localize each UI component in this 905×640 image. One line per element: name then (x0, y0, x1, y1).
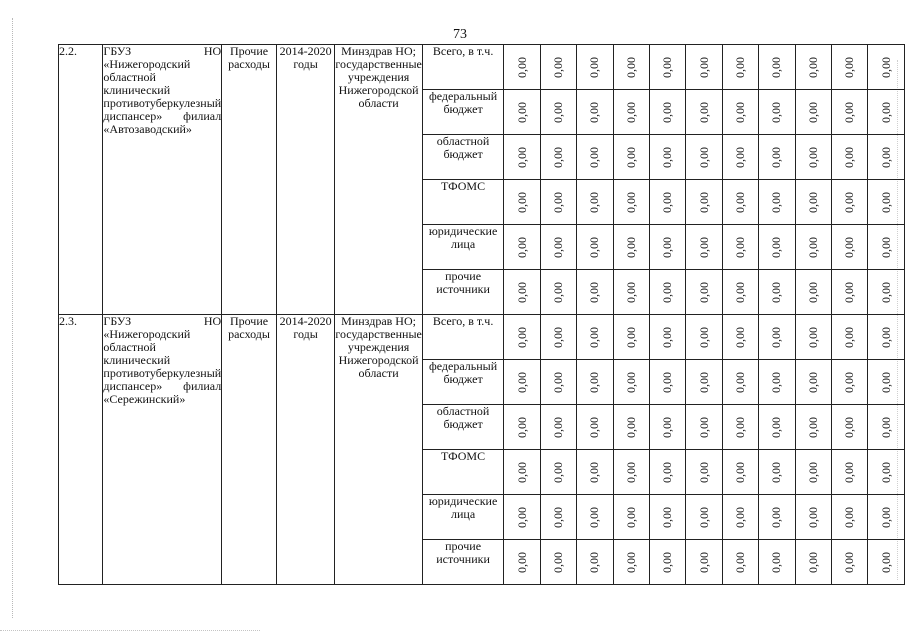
value-cell (613, 225, 649, 270)
value-cell (868, 270, 905, 315)
value-text: 0,00 (696, 326, 711, 348)
value-text: 0,00 (732, 461, 747, 483)
value-cell (759, 450, 795, 495)
value-text: 0,00 (769, 101, 784, 123)
value-cell (649, 90, 685, 135)
value-text: 0,00 (696, 551, 711, 573)
value-text: 0,00 (660, 551, 675, 573)
value-cell (686, 225, 722, 270)
value-text: 0,00 (514, 101, 529, 123)
value-cell (504, 90, 540, 135)
value-cell (759, 315, 795, 360)
value-text: 0,00 (550, 101, 565, 123)
value-text: 0,00 (805, 146, 820, 168)
value-text: 0,00 (623, 56, 638, 78)
value-cell (759, 45, 795, 90)
value-text: 0,00 (805, 326, 820, 348)
value-cell (649, 45, 685, 90)
value-text: 0,00 (732, 56, 747, 78)
value-cell (795, 45, 831, 90)
value-text: 0,00 (878, 101, 893, 123)
value-text: 0,00 (514, 461, 529, 483)
value-cell (504, 360, 540, 405)
value-cell (613, 90, 649, 135)
value-text: 0,00 (769, 371, 784, 393)
value-text: 0,00 (514, 551, 529, 573)
value-cell (759, 360, 795, 405)
value-text: 0,00 (587, 371, 602, 393)
value-cell (831, 225, 867, 270)
value-cell (795, 225, 831, 270)
value-cell (831, 315, 867, 360)
value-text: 0,00 (514, 281, 529, 303)
value-cell (686, 180, 722, 225)
value-cell (868, 180, 905, 225)
value-cell (613, 405, 649, 450)
value-cell (686, 540, 722, 585)
value-text: 0,00 (587, 461, 602, 483)
value-text: 0,00 (550, 326, 565, 348)
value-text: 0,00 (587, 326, 602, 348)
value-text: 0,00 (514, 56, 529, 78)
value-cell (722, 405, 758, 450)
funding-source-label: прочие источники (422, 270, 504, 315)
value-text: 0,00 (660, 461, 675, 483)
value-cell (722, 225, 758, 270)
value-text: 0,00 (550, 461, 565, 483)
value-cell (613, 450, 649, 495)
value-text: 0,00 (696, 416, 711, 438)
value-cell (831, 405, 867, 450)
value-text: 0,00 (842, 101, 857, 123)
value-text: 0,00 (550, 281, 565, 303)
value-text: 0,00 (842, 416, 857, 438)
value-cell (686, 315, 722, 360)
value-text: 0,00 (514, 236, 529, 258)
value-cell (577, 45, 613, 90)
value-text: 0,00 (623, 551, 638, 573)
value-cell (540, 90, 576, 135)
value-text: 0,00 (623, 506, 638, 528)
value-text: 0,00 (623, 371, 638, 393)
value-cell (613, 540, 649, 585)
value-text: 0,00 (514, 326, 529, 348)
value-text: 0,00 (514, 416, 529, 438)
value-cell (722, 495, 758, 540)
value-text: 0,00 (623, 416, 638, 438)
row-number: 2.3. (59, 315, 103, 585)
value-cell (504, 540, 540, 585)
funding-source-label: прочие источники (422, 540, 504, 585)
value-text: 0,00 (805, 56, 820, 78)
value-text: 0,00 (732, 551, 747, 573)
value-text: 0,00 (623, 191, 638, 213)
value-text: 0,00 (769, 281, 784, 303)
value-text: 0,00 (769, 326, 784, 348)
value-text: 0,00 (732, 236, 747, 258)
value-cell (722, 90, 758, 135)
value-cell (540, 540, 576, 585)
value-cell (795, 180, 831, 225)
value-cell (795, 315, 831, 360)
value-cell (795, 495, 831, 540)
value-text: 0,00 (878, 416, 893, 438)
value-cell (759, 90, 795, 135)
value-text: 0,00 (842, 461, 857, 483)
value-cell (795, 360, 831, 405)
value-text: 0,00 (769, 551, 784, 573)
value-text: 0,00 (660, 146, 675, 168)
value-cell (759, 180, 795, 225)
value-cell (649, 315, 685, 360)
value-text: 0,00 (878, 191, 893, 213)
funding-source-label: областной бюджет (422, 135, 504, 180)
value-cell (649, 360, 685, 405)
value-cell (831, 180, 867, 225)
value-text: 0,00 (878, 371, 893, 393)
value-text: 0,00 (660, 326, 675, 348)
value-cell (577, 315, 613, 360)
value-cell (504, 315, 540, 360)
value-text: 0,00 (660, 191, 675, 213)
value-text: 0,00 (587, 506, 602, 528)
value-cell (831, 495, 867, 540)
value-text: 0,00 (587, 236, 602, 258)
implementation-period: 2014-2020 годы (276, 315, 335, 585)
value-text: 0,00 (805, 236, 820, 258)
value-cell (577, 405, 613, 450)
value-text: 0,00 (805, 191, 820, 213)
value-text: 0,00 (696, 371, 711, 393)
value-text: 0,00 (842, 236, 857, 258)
value-cell (868, 90, 905, 135)
value-cell (722, 135, 758, 180)
value-cell (831, 450, 867, 495)
value-text: 0,00 (878, 236, 893, 258)
value-text: 0,00 (550, 416, 565, 438)
value-text: 0,00 (769, 146, 784, 168)
value-text: 0,00 (587, 146, 602, 168)
value-cell (504, 225, 540, 270)
value-cell (795, 540, 831, 585)
value-cell (613, 45, 649, 90)
value-text: 0,00 (732, 191, 747, 213)
value-text: 0,00 (623, 281, 638, 303)
value-cell (795, 405, 831, 450)
value-text: 0,00 (842, 191, 857, 213)
value-cell (649, 135, 685, 180)
value-cell (504, 405, 540, 450)
value-cell (577, 495, 613, 540)
implementation-period: 2014-2020 годы (276, 45, 335, 315)
organization-name: ГБУЗ НО «Нижегородский областной клинический противотуберкулезный диспансер» филиал «Автозаводский» (103, 45, 222, 315)
value-text: 0,00 (623, 146, 638, 168)
value-cell (577, 225, 613, 270)
value-text: 0,00 (805, 461, 820, 483)
value-cell (540, 495, 576, 540)
value-text: 0,00 (550, 506, 565, 528)
value-cell (577, 450, 613, 495)
value-cell (577, 135, 613, 180)
value-cell (868, 135, 905, 180)
value-text: 0,00 (587, 191, 602, 213)
value-cell (722, 315, 758, 360)
value-text: 0,00 (732, 371, 747, 393)
value-text: 0,00 (623, 101, 638, 123)
value-cell (831, 45, 867, 90)
value-text: 0,00 (660, 56, 675, 78)
value-cell (613, 135, 649, 180)
table-row (59, 45, 905, 90)
value-cell (649, 450, 685, 495)
value-text: 0,00 (769, 416, 784, 438)
value-text: 0,00 (696, 236, 711, 258)
value-cell (831, 270, 867, 315)
value-text: 0,00 (805, 551, 820, 573)
value-text: 0,00 (805, 281, 820, 303)
value-cell (686, 135, 722, 180)
funding-source-label: юридические лица (422, 495, 504, 540)
value-text: 0,00 (842, 506, 857, 528)
value-cell (868, 45, 905, 90)
value-cell (613, 315, 649, 360)
value-cell (795, 135, 831, 180)
value-cell (686, 90, 722, 135)
funding-source-label: федеральный бюджет (422, 360, 504, 405)
value-text: 0,00 (878, 326, 893, 348)
value-cell (759, 495, 795, 540)
value-text: 0,00 (587, 416, 602, 438)
value-text: 0,00 (587, 551, 602, 573)
value-text: 0,00 (550, 56, 565, 78)
table-row (59, 315, 905, 360)
value-text: 0,00 (696, 506, 711, 528)
value-cell (722, 180, 758, 225)
funding-source-label: федеральный бюджет (422, 90, 504, 135)
value-cell (540, 135, 576, 180)
value-cell (831, 135, 867, 180)
value-text: 0,00 (805, 506, 820, 528)
expense-type: Прочие расходы (222, 45, 277, 315)
value-cell (759, 405, 795, 450)
value-cell (577, 360, 613, 405)
value-cell (577, 270, 613, 315)
value-cell (686, 450, 722, 495)
value-cell (759, 135, 795, 180)
bottom-scan-marks (0, 630, 260, 635)
value-text: 0,00 (587, 101, 602, 123)
value-cell (649, 405, 685, 450)
value-text: 0,00 (514, 191, 529, 213)
funding-source-label: ТФОМС (422, 450, 504, 495)
value-text: 0,00 (842, 551, 857, 573)
value-cell (540, 225, 576, 270)
value-text: 0,00 (623, 461, 638, 483)
value-cell (649, 180, 685, 225)
value-text: 0,00 (805, 371, 820, 393)
value-text: 0,00 (660, 371, 675, 393)
value-text: 0,00 (769, 191, 784, 213)
value-text: 0,00 (623, 236, 638, 258)
value-cell (504, 270, 540, 315)
value-cell (868, 495, 905, 540)
value-cell (504, 135, 540, 180)
value-cell (868, 225, 905, 270)
page-number: 73 (453, 27, 467, 42)
value-text: 0,00 (732, 146, 747, 168)
value-cell (831, 540, 867, 585)
value-text: 0,00 (660, 236, 675, 258)
executor: Минздрав НО; государственные учреждения Нижегородской области (335, 315, 422, 585)
value-text: 0,00 (514, 146, 529, 168)
value-cell (577, 540, 613, 585)
value-cell (759, 270, 795, 315)
value-cell (795, 450, 831, 495)
value-cell (504, 495, 540, 540)
value-text: 0,00 (769, 236, 784, 258)
value-cell (504, 180, 540, 225)
funding-source-label: областной бюджет (422, 405, 504, 450)
value-text: 0,00 (805, 101, 820, 123)
value-text: 0,00 (587, 56, 602, 78)
value-text: 0,00 (732, 101, 747, 123)
value-cell (577, 90, 613, 135)
value-text: 0,00 (660, 416, 675, 438)
value-text: 0,00 (805, 416, 820, 438)
value-text: 0,00 (769, 506, 784, 528)
value-cell (540, 450, 576, 495)
funding-source-label: ТФОМС (422, 180, 504, 225)
value-text: 0,00 (514, 506, 529, 528)
value-cell (613, 270, 649, 315)
value-cell (722, 450, 758, 495)
value-text: 0,00 (660, 101, 675, 123)
value-text: 0,00 (842, 371, 857, 393)
value-text: 0,00 (660, 506, 675, 528)
funding-source-label: Всего, в т.ч. (422, 45, 504, 90)
value-cell (722, 45, 758, 90)
value-text: 0,00 (587, 281, 602, 303)
value-cell (540, 45, 576, 90)
value-text: 0,00 (550, 236, 565, 258)
value-text: 0,00 (732, 506, 747, 528)
value-text: 0,00 (842, 56, 857, 78)
value-text: 0,00 (623, 326, 638, 348)
value-text: 0,00 (878, 506, 893, 528)
value-cell (540, 270, 576, 315)
value-cell (540, 360, 576, 405)
value-text: 0,00 (732, 281, 747, 303)
value-cell (540, 180, 576, 225)
value-text: 0,00 (842, 281, 857, 303)
value-cell (686, 270, 722, 315)
value-text: 0,00 (878, 281, 893, 303)
value-cell (722, 360, 758, 405)
value-cell (795, 90, 831, 135)
value-cell (868, 360, 905, 405)
value-cell (649, 540, 685, 585)
value-cell (831, 90, 867, 135)
value-text: 0,00 (732, 326, 747, 348)
value-cell (686, 45, 722, 90)
value-text: 0,00 (514, 371, 529, 393)
value-cell (613, 360, 649, 405)
expense-type: Прочие расходы (222, 315, 277, 585)
value-cell (649, 495, 685, 540)
value-text: 0,00 (878, 56, 893, 78)
value-cell (868, 540, 905, 585)
value-text: 0,00 (878, 146, 893, 168)
value-cell (722, 270, 758, 315)
value-text: 0,00 (842, 326, 857, 348)
budget-table (58, 44, 905, 585)
value-cell (540, 315, 576, 360)
left-margin-rule (12, 18, 14, 618)
value-cell (868, 405, 905, 450)
value-cell (722, 540, 758, 585)
value-text: 0,00 (696, 281, 711, 303)
value-cell (795, 270, 831, 315)
value-cell (868, 450, 905, 495)
funding-source-label: юридические лица (422, 225, 504, 270)
value-text: 0,00 (550, 191, 565, 213)
value-text: 0,00 (696, 191, 711, 213)
value-text: 0,00 (550, 146, 565, 168)
value-cell (686, 495, 722, 540)
value-cell (686, 405, 722, 450)
value-text: 0,00 (696, 461, 711, 483)
value-text: 0,00 (696, 56, 711, 78)
value-text: 0,00 (660, 281, 675, 303)
value-text: 0,00 (696, 101, 711, 123)
value-text: 0,00 (732, 416, 747, 438)
value-text: 0,00 (878, 551, 893, 573)
value-cell (613, 495, 649, 540)
value-text: 0,00 (878, 461, 893, 483)
value-cell (831, 360, 867, 405)
value-cell (649, 225, 685, 270)
value-cell (759, 540, 795, 585)
funding-source-label: Всего, в т.ч. (422, 315, 504, 360)
organization-name: ГБУЗ НО «Нижегородский областной клинический противотуберкулезный диспансер» филиал «Сережинский» (103, 315, 222, 585)
value-cell (868, 315, 905, 360)
value-cell (649, 270, 685, 315)
value-text: 0,00 (769, 461, 784, 483)
value-cell (577, 180, 613, 225)
value-text: 0,00 (696, 146, 711, 168)
executor: Минздрав НО; государственные учреждения Нижегородской области (335, 45, 422, 315)
value-text: 0,00 (769, 56, 784, 78)
value-cell (613, 180, 649, 225)
value-text: 0,00 (550, 371, 565, 393)
value-cell (504, 45, 540, 90)
value-cell (686, 360, 722, 405)
value-cell (540, 405, 576, 450)
value-text: 0,00 (842, 146, 857, 168)
value-cell (759, 225, 795, 270)
row-number: 2.2. (59, 45, 103, 315)
value-text: 0,00 (550, 551, 565, 573)
value-cell (504, 450, 540, 495)
